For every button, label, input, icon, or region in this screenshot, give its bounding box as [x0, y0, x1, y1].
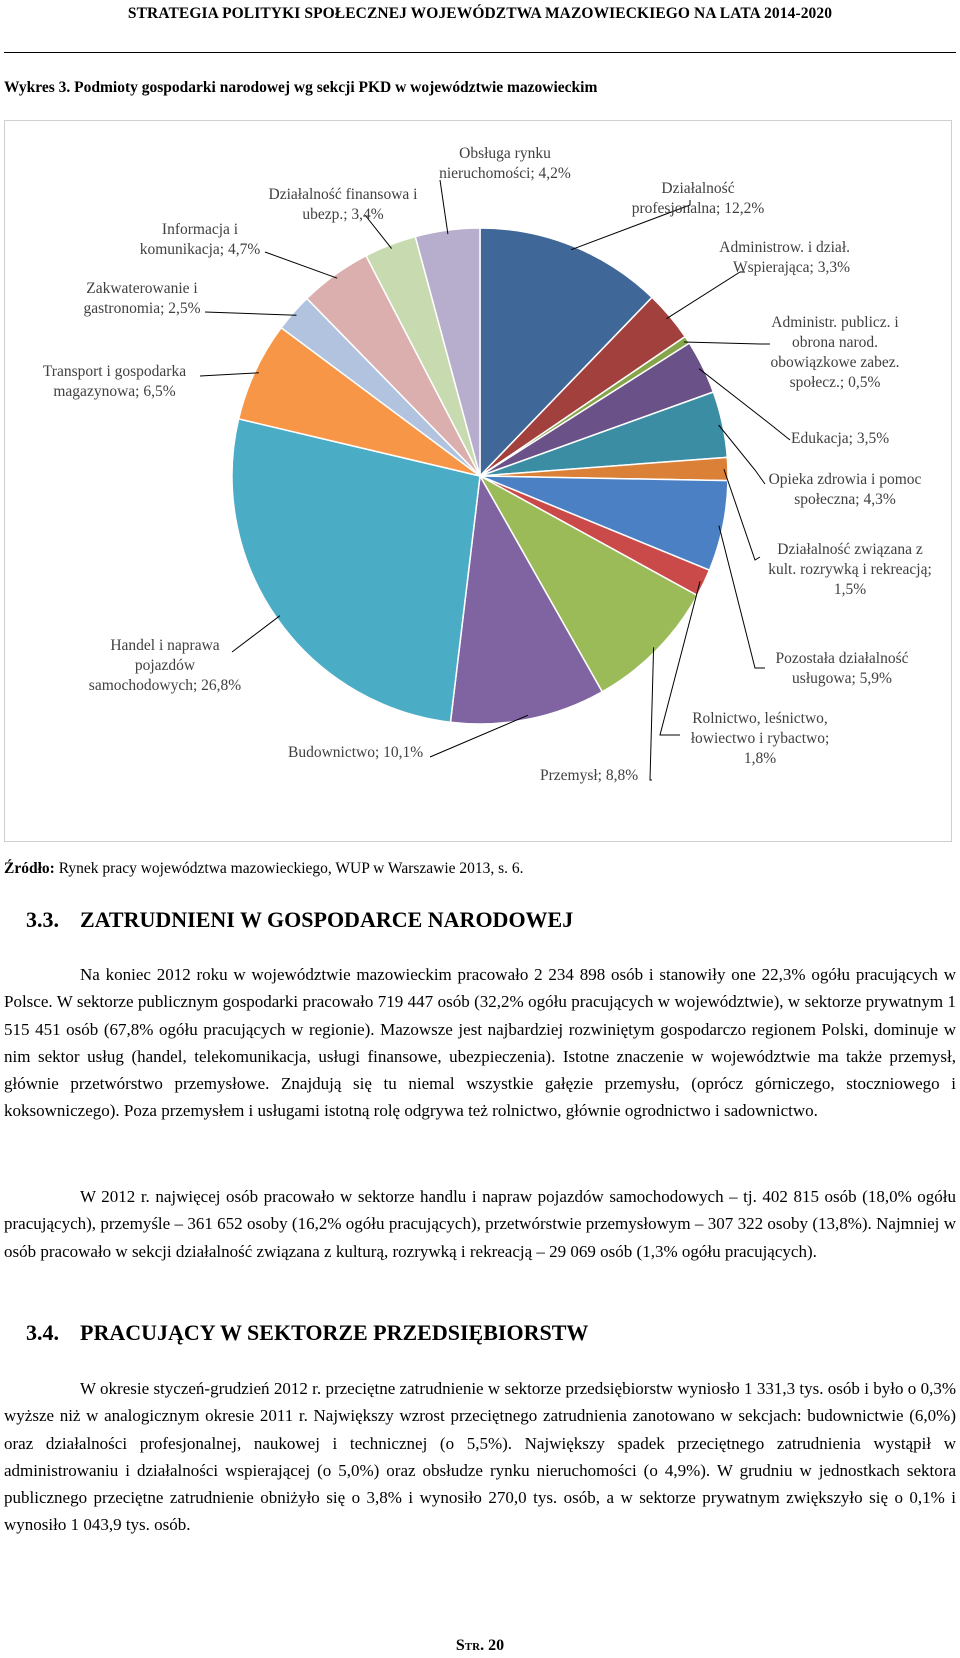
section-heading-3-3: 3.3. ZATRUDNIENI W GOSPODARCE NARODOWEJ: [26, 907, 574, 932]
section-heading-3-4: 3.4. PRACUJĄCY W SEKTORZE PRZEDSIĘBIORSTW: [26, 1320, 589, 1345]
leader-line-13: [265, 252, 337, 278]
label-edukacja: Edukacja; 3,5%: [791, 430, 890, 447]
leader-line-11: [200, 373, 259, 376]
label-profesjonalna: Działalność profesjonalna; 12,2%: [631, 180, 765, 217]
leader-line-1: [667, 272, 746, 319]
label-handel: Handel i naprawa pojazdów samochodowych; 26,8%: [88, 637, 242, 694]
paragraph-3-3-2: W 2012 r. najwięcej osób pracowało w sektorze handlu i napraw pojazdów samochodowych – tj. 402 815 osób (18,0% ogółu pracujących), przemyśle – 361 652 osoby (16,2% ogółu pracujących), przetwórstwie przemysłowym – 307 322 osoby (13,8%). Najmniej w osób pracowało w sekcji działalność związana z kulturą, rozrywką i rekreacją – 29 069 osób (1,3% ogółu pracujących).: [4, 1187, 956, 1261]
label-nieruchomosci: Obsługa rynku nieruchomości; 4,2%: [439, 145, 571, 182]
label-finansowa: Działalność finansowa i ubezp.; 3,4%: [268, 186, 418, 223]
label-administr-publiczna: Administr. publicz. i obrona narod. obowiązkowe zabez. społecz.; 0,5%: [770, 314, 900, 391]
label-administrow: Administrow. i dział. Wspierająca; 3,3%: [719, 239, 850, 276]
leader-line-15: [440, 180, 448, 234]
label-budownictwo: Budownictwo; 10,1%: [288, 744, 424, 761]
label-transport: Transport i gospodarka magazynowa; 6,5%: [42, 363, 187, 400]
leader-line-12: [205, 312, 297, 315]
label-zakwaterowanie: Zakwaterowanie i gastronomia; 2,5%: [83, 280, 201, 317]
label-informacja: Informacja i komunikacja; 4,7%: [139, 221, 261, 258]
paragraph-3-4-1: W okresie styczeń-grudzień 2012 r. przeciętne zatrudnienie w sektorze przedsiębiorstw wyniosło 1 331,3 tys. osób i było o 0,3% wyższe niż w analogicznym okresie 2011 r. Największy wzrost przeciętnego zatrudnienia zanotowano w sekcjach: budownictwie (6,0%) oraz działalności profesjonalnej, naukowej i technicznej (o 5,5%). Największy spadek przeciętnego zatrudnienia wystąpił w administrowaniu i działalności wspierającej (o 5,0%) oraz obsłudze rynku nieruchomości (o 4,9%). W grudniu w jednostkach sektora publicznego przeciętne zatrudnienie obniżyło się o 3,8% i wynosiło 270,0 tys. osób, a w sektorze prywatnym zwiększyło się o 0,1% i wynosiło 1 043,9 tys. osób.: [4, 1379, 956, 1535]
chart-source: Źródło: Rynek pracy województwa mazowieckiego, WUP w Warszawie 2013, s. 6.: [4, 860, 524, 877]
page-number: Str. 20: [455, 1637, 505, 1654]
label-pozostala: Pozostała działalność usługowa; 5,9%: [775, 650, 909, 687]
label-rolnictwo: Rolnictwo, leśnictwo, łowiectwo i rybactwo; 1,8%: [690, 710, 830, 767]
leader-line-2: [684, 342, 770, 344]
running-header: STRATEGIA POLITYKI SPOŁECZNEJ WOJEWÓDZTWA MAZOWIECKIEGO NA LATA 2014-2020: [127, 5, 833, 22]
leader-line-8: [650, 647, 654, 780]
chart-title: Wykres 3. Podmioty gospodarki narodowej wg sekcji PKD w województwie mazowieckim: [4, 79, 598, 96]
label-kultura: Działalność związana z kult. rozrywką i rekreacją; 1,5%: [768, 541, 932, 598]
label-przemysl: Przemysł; 8,8%: [540, 767, 639, 784]
label-opieka: Opieka zdrowia i pomoc społeczna; 4,3%: [768, 471, 922, 508]
paragraph-3-3-1: Na koniec 2012 roku w województwie mazowieckim pracowało 2 234 898 osób i stanowiły one 22,3% ogółu pracujących w Polsce. W sektorze publicznym gospodarki pracowało 719 447 osób (32,2% ogółu pracujących w województwie), w sektorze prywatnym 1 515 451 osób (67,8% ogółu pracujących w regionie). Mazowsze jest najbardziej rozwiniętym gospodarczo regionem Polski, dominuje w nim sektor usług (handel, telekomunikacja, usługi finansowe, ubezpieczenia). Istotne znaczenie w województwie ma także przemysł, głównie przetwórstwo przemysłowe. Znajdują się tu niemal wszystkie gałęzie przemysłu, (oprócz górniczego, stoczniowego i koksowniczego). Poza przemysłem i usługami istotną rolę odgrywa też rolnictwo, głównie ogrodnictwo i sadownictwo.: [4, 965, 956, 1121]
